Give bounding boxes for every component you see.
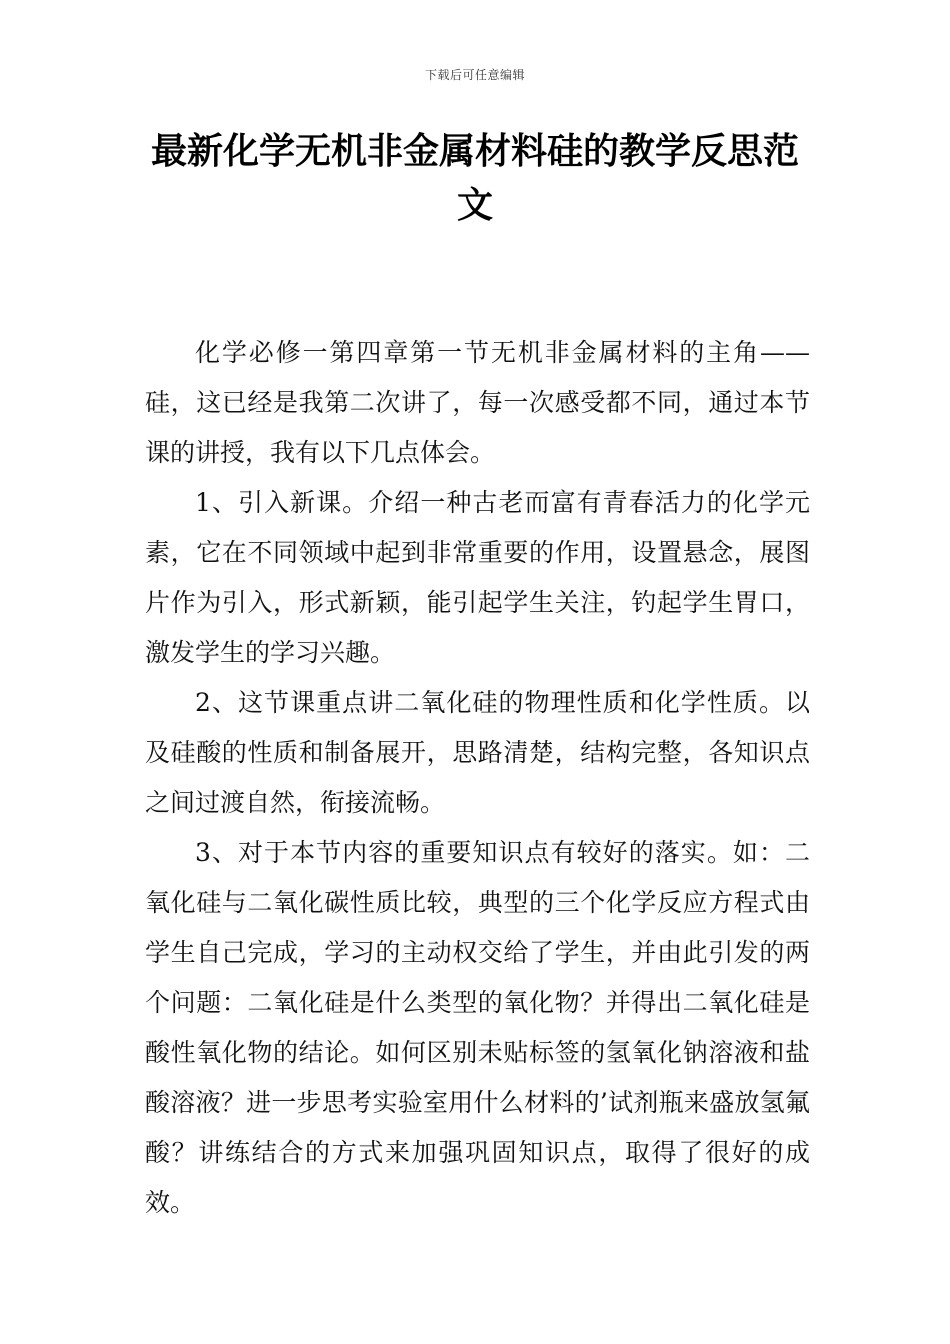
document-body [145, 328, 810, 1228]
paragraph-point-3: 3、对于本节内容的重要知识点有较好的落实。如：二氧化硅与二氧化碳性质比较，典型的三个化学反应方程式由学生自己完成，学习的主动权交给了学生，并由此引发的两个问题：二氧化硅是什么类型的氧化物？并得出二氧化硅是酸性氧化物的结论。如何区别未贴标签的氢氧化钠溶液和盐酸溶液？进一步思考实验室用什么材料的’试剂瓶来盛放氢氟酸？讲练结合的方式来加强巩固知识点，取得了很好的成效。 [145, 838, 810, 1217]
document-title: 最新化学无机非金属材料硅的教学反思范文 [150, 130, 799, 226]
header-note: 下载后可任意编辑 [424, 68, 525, 82]
paragraph-point-2: 2、这节课重点讲二氧化硅的物理性质和化学性质。以及硅酸的性质和制备展开，思路清楚，结构完整，各知识点之间过渡自然，衔接流畅。 [145, 688, 810, 817]
paragraph-intro: 化学必修一第四章第一节无机非金属材料的主角——硅，这已经是我第二次讲了，每一次感受都不同，通过本节课的讲授，我有以下几点体会。 [145, 338, 810, 467]
paragraph-point-1: 1、引入新课。介绍一种古老而富有青春活力的化学元素，它在不同领域中起到非常重要的作用，设置悬念，展图片作为引入，形式新颖，能引起学生关注，钓起学生胃口，激发学生的学习兴趣。 [145, 488, 810, 667]
